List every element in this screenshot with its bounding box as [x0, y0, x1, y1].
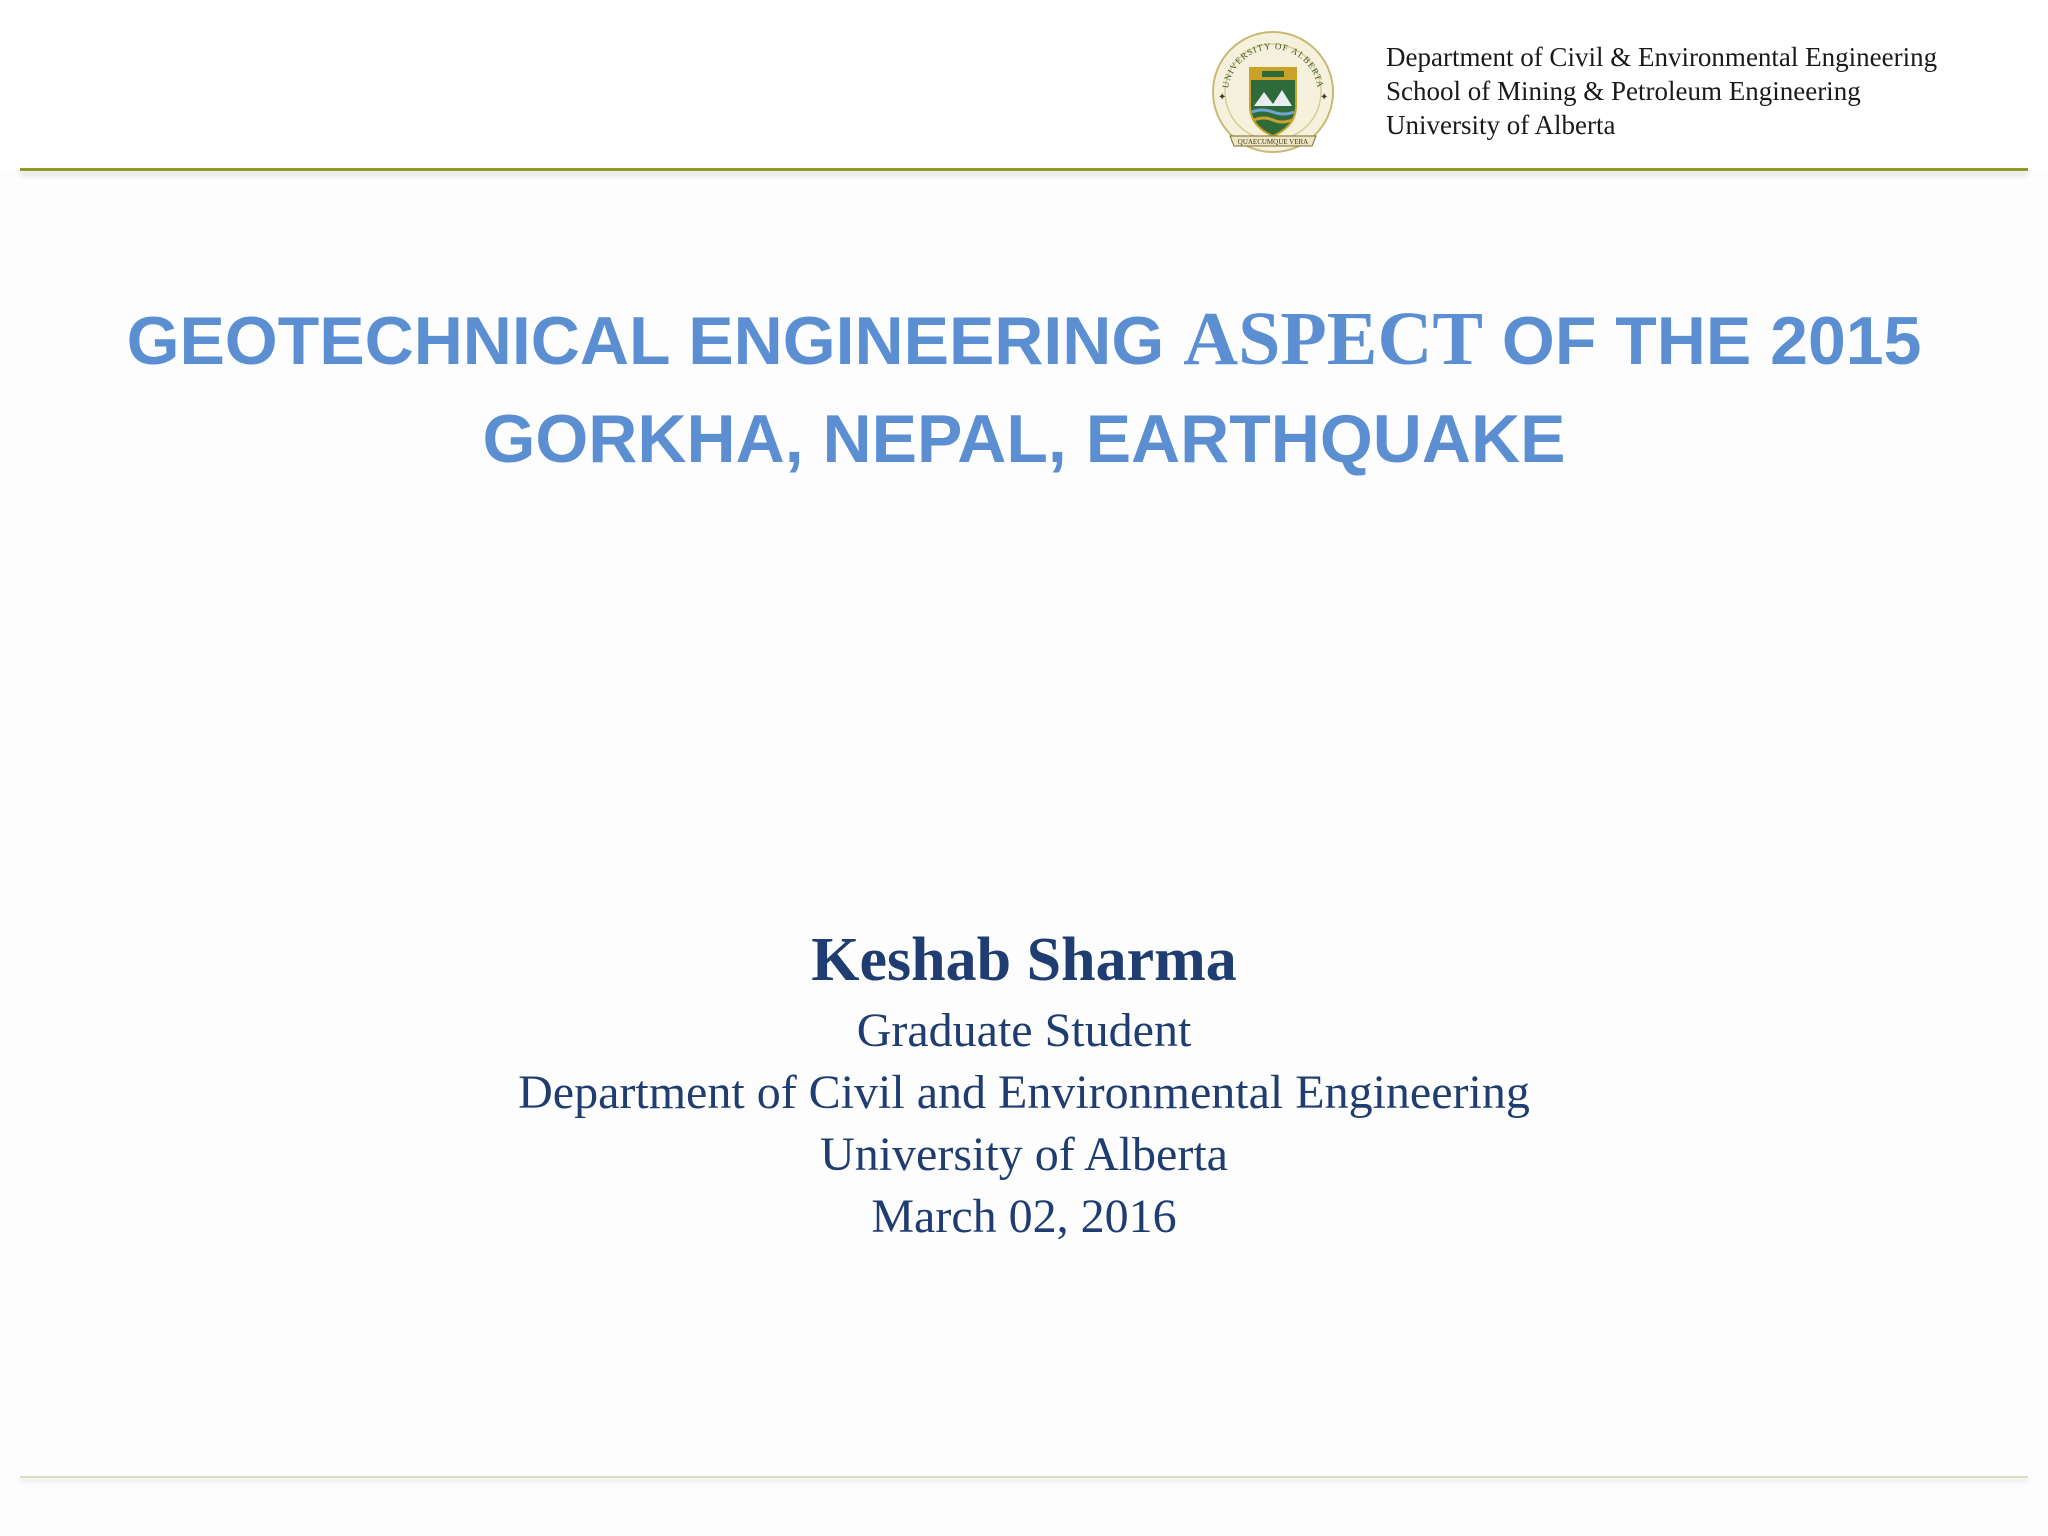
- header-university: University of Alberta: [1386, 110, 1616, 140]
- university-crest-logo: [1202, 28, 1344, 160]
- title-part-1: GEOTECHNICAL ENGINEERING: [126, 303, 1184, 379]
- header-divider: [20, 168, 2028, 171]
- title-part-3: OF THE 2015: [1483, 303, 1922, 379]
- presenter-name: Keshab Sharma: [811, 926, 1237, 994]
- department-block: [1386, 40, 2026, 142]
- presenter-department: Department of Civil and Environmental Engineering: [518, 1066, 1530, 1119]
- title-line-2: GORKHA, NEPAL, EARTHQUAKE: [482, 401, 1566, 477]
- header-school: School of Mining & Petroleum Engineering: [1386, 76, 1861, 106]
- title-part-2: ASPECT: [1183, 297, 1484, 381]
- presenter-university: University of Alberta: [820, 1128, 1228, 1181]
- presentation-date: March 02, 2016: [871, 1190, 1177, 1243]
- presenter-block: [200, 920, 1848, 1248]
- header-department: Department of Civil & Environmental Engineering: [1386, 42, 1938, 72]
- slide-header: [0, 0, 2048, 170]
- footer-divider: [20, 1476, 2028, 1478]
- presenter-role: Graduate Student: [856, 1004, 1192, 1057]
- crest-ring-text: UNIVERSITY OF ALBERTA: [1220, 40, 1326, 90]
- crest-motto: QUAECUMQUE VERA: [1237, 138, 1309, 146]
- svg-text:✦: ✦: [1320, 92, 1329, 103]
- slide-title: [60, 290, 1988, 488]
- title-line-1: [60, 290, 1988, 390]
- svg-text:✦: ✦: [1218, 92, 1227, 103]
